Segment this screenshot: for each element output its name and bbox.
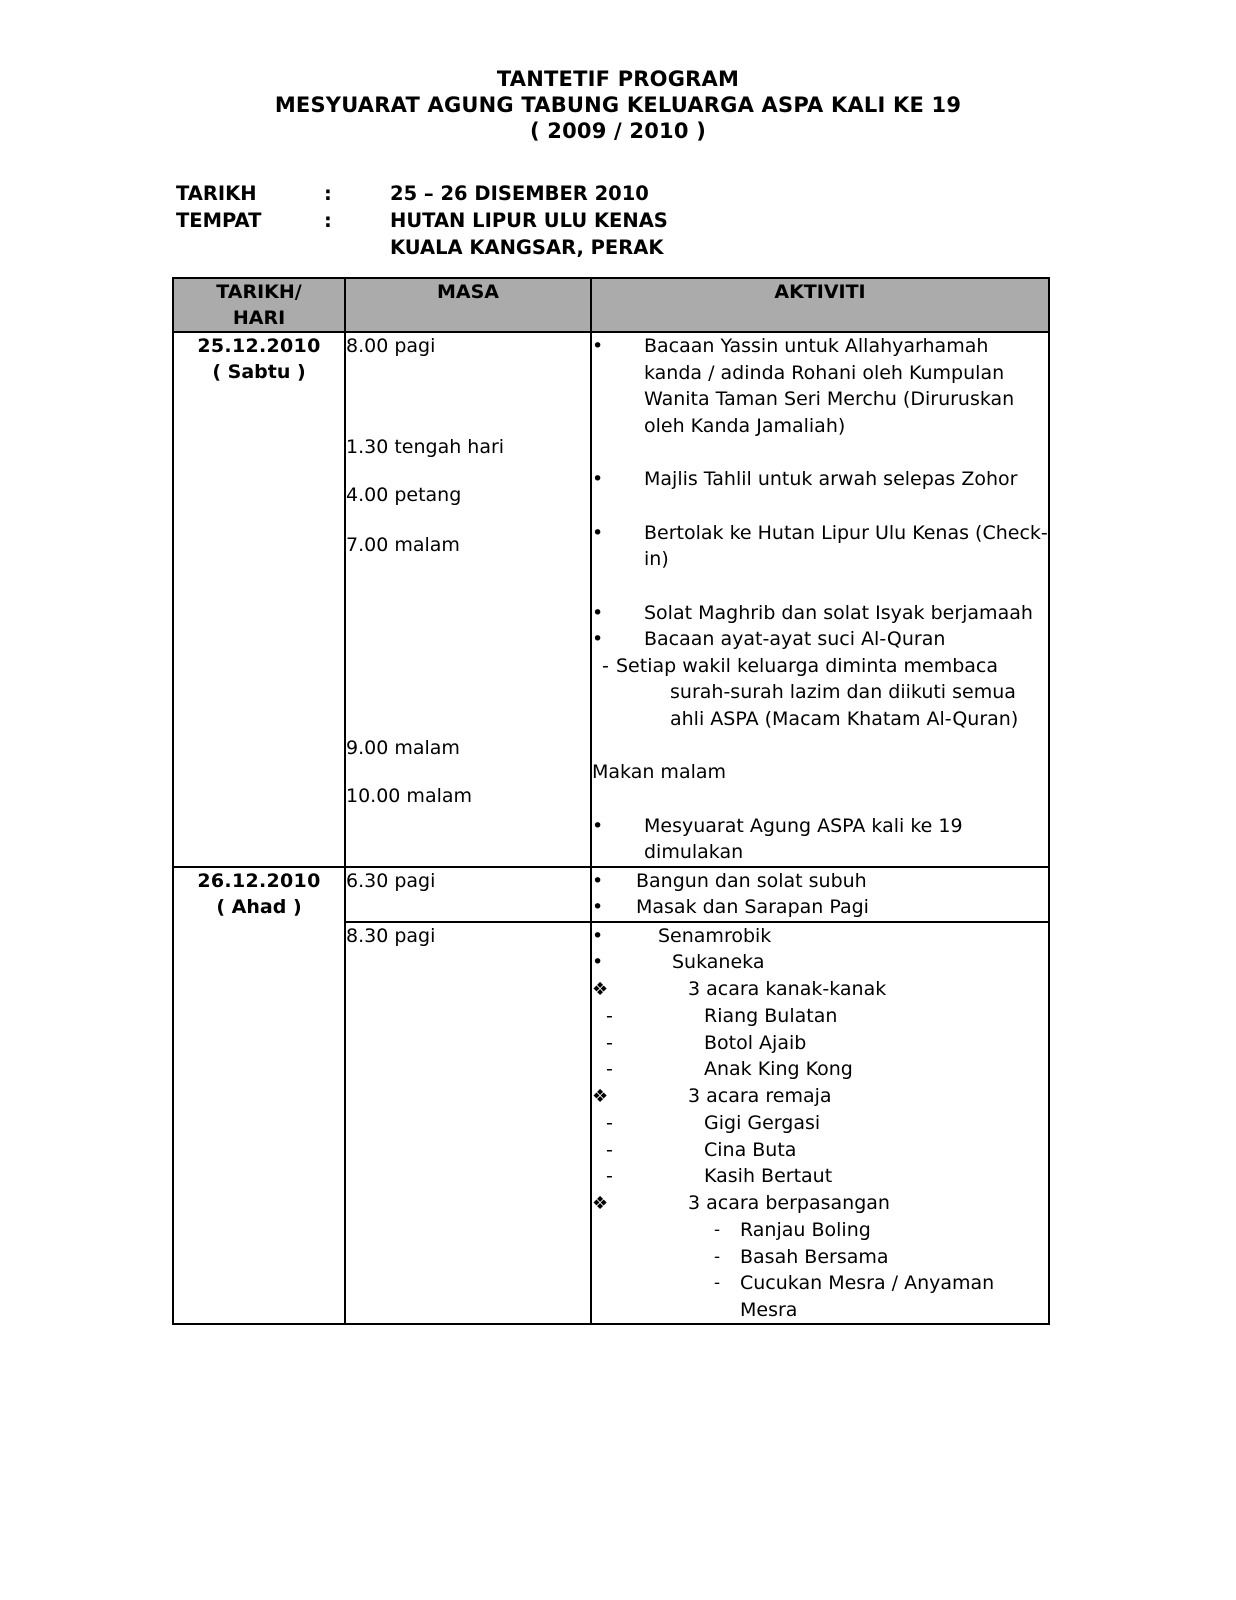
activity-subitem bbox=[592, 1137, 1048, 1164]
row1-date: 25.12.2010 bbox=[197, 335, 321, 357]
column-header-aktiviti: AKTIVITI bbox=[591, 278, 1049, 332]
bullet-icon: • bbox=[592, 468, 604, 490]
activity-text: Bacaan Yassin untuk Allahyarhamah kanda / adinda Rohani oleh Kumpulan Wanita Taman Seri Merchu (Diruruskan oleh Kanda Jamaliah) bbox=[644, 335, 1015, 437]
activity-text: Majlis Tahlil untuk arwah selepas Zohor bbox=[644, 468, 1018, 490]
time-entry: 9.00 malam bbox=[346, 737, 460, 759]
activity-group-heading bbox=[592, 976, 1048, 1004]
activity-item bbox=[592, 813, 1048, 866]
activity-item bbox=[592, 466, 1048, 493]
diamond-icon: ❖ bbox=[592, 1085, 609, 1107]
group-heading-text: 3 acara berpasangan bbox=[688, 1191, 890, 1214]
time-entry: 6.30 pagi bbox=[346, 869, 436, 892]
document-title bbox=[0, 66, 1236, 144]
activity-item bbox=[592, 520, 1048, 573]
cell-date-day-1 bbox=[173, 332, 345, 867]
activity-text: Kasih Bertaut bbox=[704, 1165, 833, 1187]
activity-subitem bbox=[592, 1270, 1048, 1323]
activity-item bbox=[592, 333, 1048, 439]
diamond-icon: ❖ bbox=[592, 1192, 609, 1214]
meta-colon-tarikh: : bbox=[324, 182, 332, 205]
activity-text: Masak dan Sarapan Pagi bbox=[636, 896, 869, 918]
bullet-icon: • bbox=[592, 601, 604, 624]
bullet-icon: • bbox=[592, 869, 604, 892]
title-line-3: ( 2009 / 2010 ) bbox=[529, 119, 706, 143]
activity-text: Mesyuarat Agung ASPA kali ke 19 dimulakan bbox=[644, 814, 963, 863]
bullet-icon: • bbox=[592, 521, 604, 544]
dash-icon: - bbox=[606, 1112, 613, 1134]
time-entry: 10.00 malam bbox=[346, 785, 473, 807]
time-entry: 4.00 petang bbox=[346, 484, 462, 506]
cell-times-2b bbox=[345, 922, 591, 1325]
cell-date-day-2 bbox=[173, 867, 345, 1325]
time-entry: 8.30 pagi bbox=[346, 924, 436, 947]
activity-text: Bangun dan solat subuh bbox=[636, 869, 867, 892]
meta-value-tempat-line2: KUALA KANGSAR, PERAK bbox=[390, 236, 664, 259]
activity-plain: Makan malam bbox=[592, 761, 727, 783]
activity-text: Riang Bulatan bbox=[704, 1005, 838, 1027]
activity-item bbox=[592, 626, 1048, 653]
dash-icon: - bbox=[606, 1058, 613, 1080]
activity-text: Bertolak ke Hutan Lipur Ulu Kenas (Check-in) bbox=[644, 521, 1048, 570]
table-header-row bbox=[173, 278, 1049, 332]
activity-item bbox=[592, 923, 1048, 950]
activity-text: Cina Buta bbox=[704, 1138, 797, 1161]
dash-icon: - bbox=[602, 654, 609, 677]
meta-value-tarikh: 25 – 26 DISEMBER 2010 bbox=[390, 182, 649, 205]
agenda-table-head bbox=[173, 278, 1049, 332]
activity-subitem bbox=[592, 1217, 1048, 1244]
dash-icon: - bbox=[714, 1246, 721, 1267]
activity-text: Basah Bersama bbox=[740, 1245, 889, 1268]
activity-item bbox=[592, 894, 1048, 921]
time-entry: 1.30 tengah hari bbox=[346, 436, 505, 458]
activity-subitem bbox=[592, 1110, 1048, 1137]
dash-icon: - bbox=[714, 1220, 721, 1240]
column-header-tarikh-hari bbox=[173, 278, 345, 332]
cell-times-2a bbox=[345, 867, 591, 922]
cell-times-1 bbox=[345, 332, 591, 867]
time-entry: 7.00 malam bbox=[346, 534, 460, 556]
column-header-tarikh-line2: HARI bbox=[232, 307, 286, 329]
bullet-icon: • bbox=[592, 896, 604, 918]
activity-item bbox=[592, 868, 1048, 895]
activity-group-heading bbox=[592, 1190, 1048, 1218]
meta-row-tarikh bbox=[176, 180, 668, 207]
column-header-tarikh-line1: TARIKH/ bbox=[216, 281, 302, 303]
event-meta bbox=[176, 180, 668, 261]
activity-text: Gigi Gergasi bbox=[704, 1112, 821, 1134]
activity-subitem bbox=[592, 1003, 1048, 1030]
cell-activities-1 bbox=[591, 332, 1049, 867]
dash-icon: - bbox=[714, 1273, 721, 1293]
cell-activities-2a bbox=[591, 867, 1049, 922]
activity-text: Botol Ajaib bbox=[704, 1031, 807, 1054]
meta-row-tempat bbox=[176, 207, 668, 234]
dash-icon: - bbox=[606, 1138, 613, 1161]
dash-icon: - bbox=[606, 1031, 613, 1054]
agenda-table-body bbox=[173, 332, 1049, 1324]
title-line-1: TANTETIF PROGRAM bbox=[496, 67, 740, 91]
activity-text: Sukaneka bbox=[672, 951, 765, 973]
row1-day: ( Sabtu ) bbox=[212, 361, 306, 383]
time-entry: 8.00 pagi bbox=[346, 335, 436, 357]
activity-text: Cucukan Mesra / Anyaman Mesra bbox=[740, 1272, 995, 1321]
dash-icon: - bbox=[606, 1005, 613, 1027]
bullet-icon: • bbox=[592, 335, 604, 357]
agenda-table bbox=[172, 277, 1050, 1325]
activity-subitem bbox=[592, 1244, 1048, 1271]
activity-text: Ranjau Boling bbox=[740, 1219, 871, 1241]
table-row bbox=[173, 332, 1049, 867]
activity-text: Bacaan ayat-ayat suci Al-Quran bbox=[644, 628, 946, 650]
bullet-icon: • bbox=[592, 924, 604, 947]
bullet-icon: • bbox=[592, 814, 604, 837]
group-heading-text: 3 acara remaja bbox=[688, 1084, 832, 1107]
activity-subitem bbox=[592, 1030, 1048, 1057]
group-heading-text: 3 acara kanak-kanak bbox=[688, 977, 887, 1000]
activity-text: Anak King Kong bbox=[704, 1058, 853, 1080]
activity-subitem bbox=[592, 1163, 1048, 1190]
row2-date: 26.12.2010 bbox=[197, 869, 321, 892]
diamond-icon: ❖ bbox=[592, 978, 609, 1000]
title-line-2: MESYUARAT AGUNG TABUNG KELUARGA ASPA KALI KE 19 bbox=[274, 93, 962, 117]
meta-label-tempat: TEMPAT bbox=[176, 209, 262, 232]
bullet-icon: • bbox=[592, 951, 604, 973]
activity-text: Setiap wakil keluarga diminta membaca surah-surah lazim dan diikuti semua ahli ASPA (Macam Khatam Al-Quran) bbox=[616, 654, 1019, 730]
activity-group-heading bbox=[592, 1083, 1048, 1111]
row2-day: ( Ahad ) bbox=[216, 895, 302, 918]
bullet-icon: • bbox=[592, 628, 604, 650]
activity-subitem bbox=[592, 653, 1048, 733]
cell-activities-2b bbox=[591, 922, 1049, 1325]
meta-value-tempat: HUTAN LIPUR ULU KENAS bbox=[390, 209, 668, 232]
table-row bbox=[173, 867, 1049, 922]
activity-text: Solat Maghrib dan solat Isyak berjamaah bbox=[644, 601, 1033, 624]
activity-text: Senamrobik bbox=[658, 924, 772, 947]
dash-icon: - bbox=[606, 1165, 613, 1187]
column-header-masa: MASA bbox=[345, 278, 591, 332]
activity-item bbox=[592, 600, 1048, 627]
activity-subitem bbox=[592, 1056, 1048, 1083]
activity-item bbox=[592, 949, 1048, 976]
meta-label-tarikh: TARIKH bbox=[176, 182, 257, 205]
meta-colon-tempat: : bbox=[324, 209, 332, 232]
